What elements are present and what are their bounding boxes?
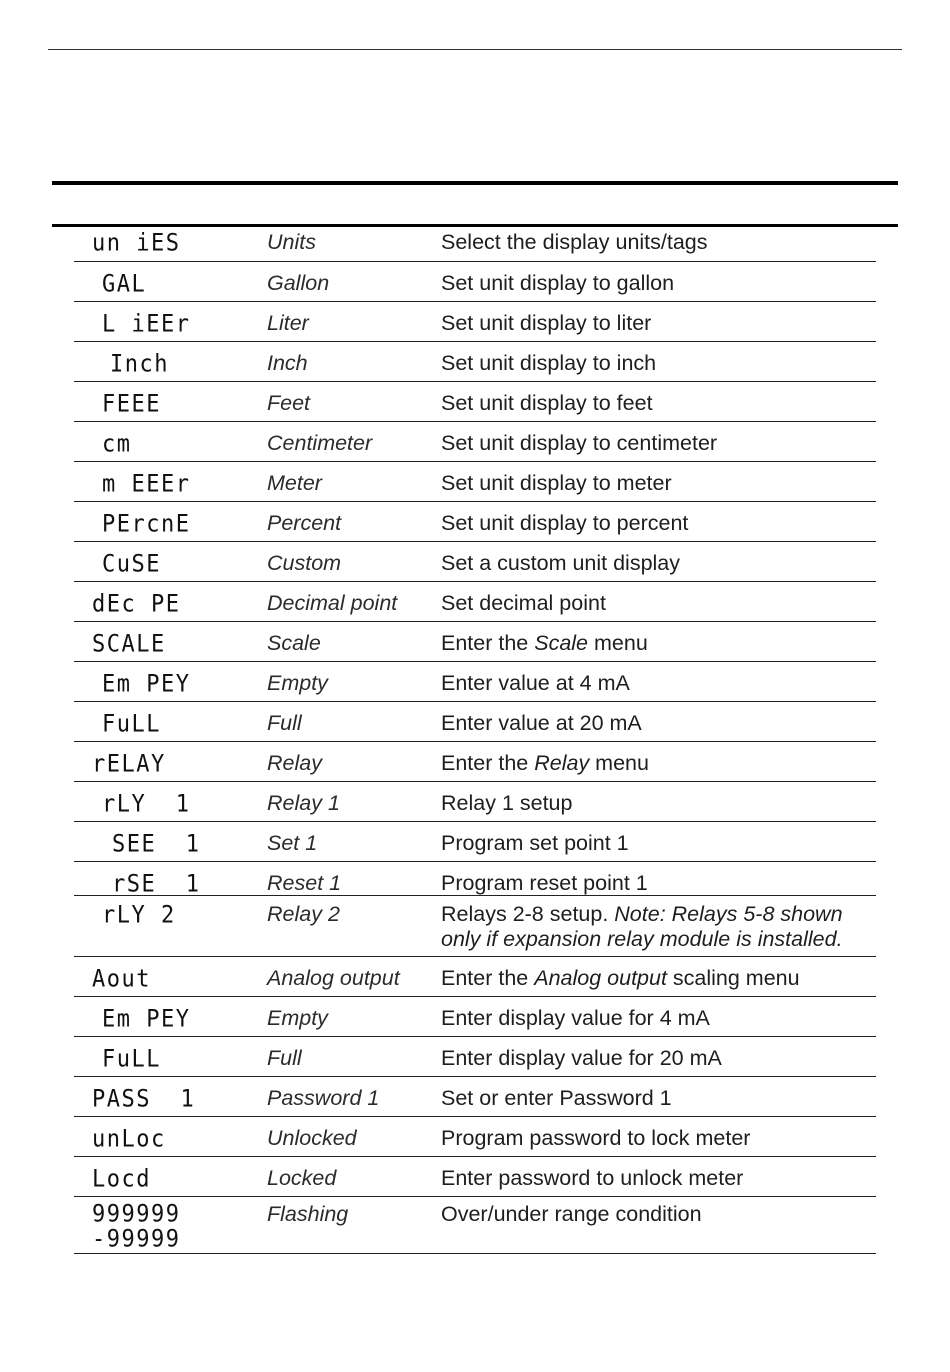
table-row <box>74 622 876 662</box>
description: Enter the Analog output scaling menu <box>441 966 800 990</box>
table-row <box>74 1197 876 1254</box>
parameter-name: Empty <box>267 1006 328 1030</box>
description: Enter the Relay menu <box>441 751 649 775</box>
description: Enter password to unlock meter <box>441 1166 744 1190</box>
parameter-name: Meter <box>267 471 322 495</box>
table-row <box>74 1117 876 1157</box>
table-row <box>74 1077 876 1117</box>
description: Relays 2-8 setup. Note: Relays 5-8 shown only if expansion relay module is installed. <box>441 902 843 951</box>
parameter-name: Feet <box>267 391 311 415</box>
display-code: SEE 1 <box>112 831 201 858</box>
display-code: FuLL <box>102 711 161 738</box>
table-row <box>74 822 876 862</box>
table-row <box>74 582 876 622</box>
description: Program reset point 1 <box>441 871 648 895</box>
table-row <box>74 262 876 302</box>
table-row <box>74 862 876 896</box>
description: Enter value at 20 mA <box>441 711 642 735</box>
table-row <box>74 742 876 782</box>
description: Enter display value for 20 mA <box>441 1046 722 1070</box>
table-row <box>74 1157 876 1197</box>
table-row <box>74 782 876 822</box>
table-top-rule <box>52 181 898 185</box>
parameter-name: Relay 1 <box>267 791 340 815</box>
parameter-name: Decimal point <box>267 591 398 615</box>
display-code: Inch <box>110 351 169 378</box>
parameter-name: Inch <box>267 351 308 375</box>
parameter-name: Gallon <box>267 271 330 295</box>
display-code: Em PEY <box>102 671 191 698</box>
display-code: unLoc <box>92 1126 166 1153</box>
parameter-name: Centimeter <box>267 431 373 455</box>
description: Set unit display to meter <box>441 471 672 495</box>
parameter-name: Liter <box>267 311 309 335</box>
header-rule <box>48 49 902 50</box>
table-row <box>74 502 876 542</box>
display-code: m EEEr <box>102 471 191 498</box>
description: Over/under range condition <box>441 1202 702 1226</box>
parameter-name: Analog output <box>267 966 400 990</box>
parameter-name: Set 1 <box>267 831 318 855</box>
display-code: Locd <box>92 1166 151 1193</box>
parameter-name: Full <box>267 711 302 735</box>
table-row <box>74 462 876 502</box>
description: Relay 1 setup <box>441 791 573 815</box>
display-code: PErcnE <box>102 511 191 538</box>
display-code: SCALE <box>92 631 166 658</box>
table-row <box>74 302 876 342</box>
description: Enter value at 4 mA <box>441 671 630 695</box>
description: Set or enter Password 1 <box>441 1086 672 1110</box>
description: Set unit display to liter <box>441 311 652 335</box>
parameter-name: Empty <box>267 671 328 695</box>
parameter-name: Units <box>267 230 316 254</box>
display-code: L iEEr <box>102 311 191 338</box>
display-code: CuSE <box>102 551 161 578</box>
table-row <box>74 227 876 262</box>
parameter-name: Unlocked <box>267 1126 357 1150</box>
display-code: rLY 2 <box>102 902 176 929</box>
description: Set unit display to inch <box>441 351 657 375</box>
parameter-name: Relay <box>267 751 322 775</box>
parameter-name: Password 1 <box>267 1086 380 1110</box>
table-row <box>74 342 876 382</box>
display-code: PASS 1 <box>92 1086 196 1113</box>
description: Set decimal point <box>441 591 606 615</box>
display-code: Em PEY <box>102 1006 191 1033</box>
display-code: rSE 1 <box>112 871 201 898</box>
table-row <box>74 382 876 422</box>
parameter-name: Full <box>267 1046 302 1070</box>
table-row <box>74 896 876 957</box>
description: Set unit display to centimeter <box>441 431 718 455</box>
parameter-name: Reset 1 <box>267 871 342 895</box>
parameter-name: Scale <box>267 631 321 655</box>
table-row <box>74 422 876 462</box>
display-code: FEEE <box>102 391 161 418</box>
display-code: rLY 1 <box>102 791 191 818</box>
description: Set a custom unit display <box>441 551 681 575</box>
display-code: un iES <box>92 230 181 257</box>
parameter-name: Custom <box>267 551 342 575</box>
display-code: 999999 -99999 <box>92 1200 181 1253</box>
display-code: cm <box>102 431 132 458</box>
table-row <box>74 957 876 997</box>
parameter-name: Relay 2 <box>267 902 340 926</box>
table-row <box>74 662 876 702</box>
description: Select the display units/tags <box>441 230 708 254</box>
parameter-table <box>74 227 876 1254</box>
description: Enter the Scale menu <box>441 631 648 655</box>
table-row <box>74 702 876 742</box>
description: Set unit display to feet <box>441 391 653 415</box>
description: Set unit display to percent <box>441 511 689 535</box>
display-code: Aout <box>92 966 151 993</box>
table-row <box>74 1037 876 1077</box>
description: Program set point 1 <box>441 831 629 855</box>
parameter-name: Percent <box>267 511 342 535</box>
display-code: GAL <box>102 271 147 298</box>
table-row <box>74 997 876 1037</box>
parameter-name: Locked <box>267 1166 337 1190</box>
table-row <box>74 542 876 582</box>
display-code: rELAY <box>92 751 166 778</box>
description: Program password to lock meter <box>441 1126 751 1150</box>
display-code: FuLL <box>102 1046 161 1073</box>
parameter-name: Flashing <box>267 1202 349 1226</box>
description: Enter display value for 4 mA <box>441 1006 710 1030</box>
description: Set unit display to gallon <box>441 271 675 295</box>
display-code: dEc PE <box>92 591 181 618</box>
